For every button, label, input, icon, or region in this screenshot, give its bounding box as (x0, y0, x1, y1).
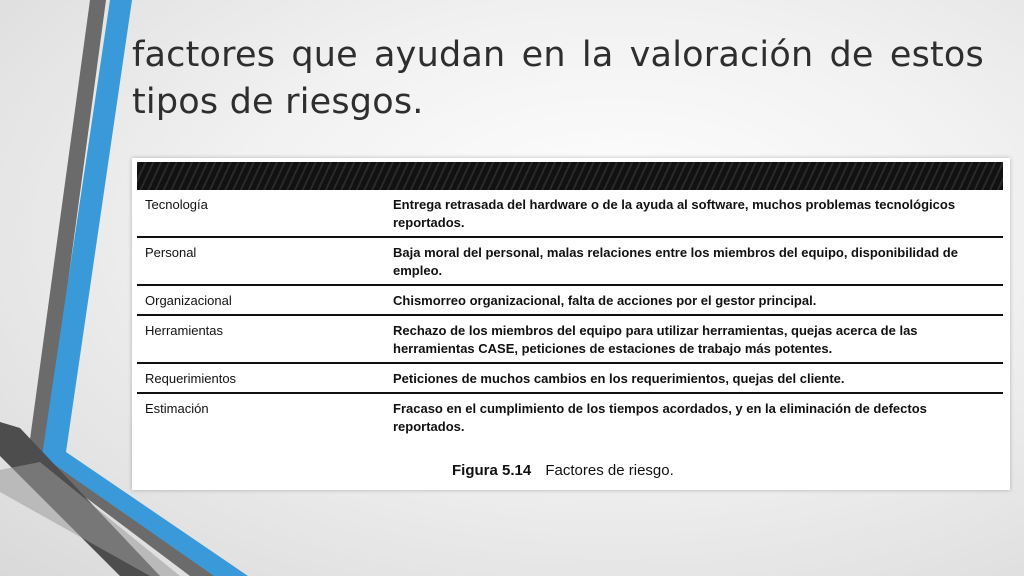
risk-category: Personal (145, 245, 197, 260)
risk-description: Entrega retrasada del hardware o de la ayuda al software, muchos problemas tecnológicos reportados. (393, 197, 956, 230)
risk-factors-figure (132, 158, 1010, 490)
table-header-band (137, 162, 1003, 190)
table-row (137, 363, 1003, 393)
figure-caption-number: Figura 5.14 (452, 462, 532, 479)
risk-description: Peticiones de muchos cambios en los requerimientos, quejas del cliente. (393, 371, 845, 386)
risk-category: Organizacional (145, 293, 232, 308)
risk-description: Chismorreo organizacional, falta de acciones por el gestor principal. (393, 293, 817, 308)
risk-category: Estimación (145, 401, 209, 416)
figure-caption-text: Factores de riesgo. (545, 462, 674, 479)
risk-category: Herramientas (145, 323, 224, 338)
risk-description: Rechazo de los miembros del equipo para utilizar herramientas, quejas acerca de las herramientas CASE, peticiones de estaciones de trabajo más potentes. (393, 323, 918, 356)
risk-description: Baja moral del personal, malas relaciones entre los miembros del equipo, disponibilidad de empleo. (393, 245, 958, 278)
risk-factors-table (137, 190, 1003, 440)
slide-title: factores que ayudan en la valoración de estos tipos de riesgos. (132, 35, 984, 122)
table-row (137, 237, 1003, 285)
table-row (137, 315, 1003, 363)
figure-caption (452, 462, 674, 479)
table-row (137, 190, 1003, 237)
risk-category: Tecnología (145, 197, 208, 212)
table-row (137, 285, 1003, 315)
table-row (137, 393, 1003, 440)
risk-category: Requerimientos (145, 371, 237, 386)
risk-description: Fracaso en el cumplimiento de los tiempos acordados, y en la eliminación de defectos reportados. (393, 401, 927, 434)
